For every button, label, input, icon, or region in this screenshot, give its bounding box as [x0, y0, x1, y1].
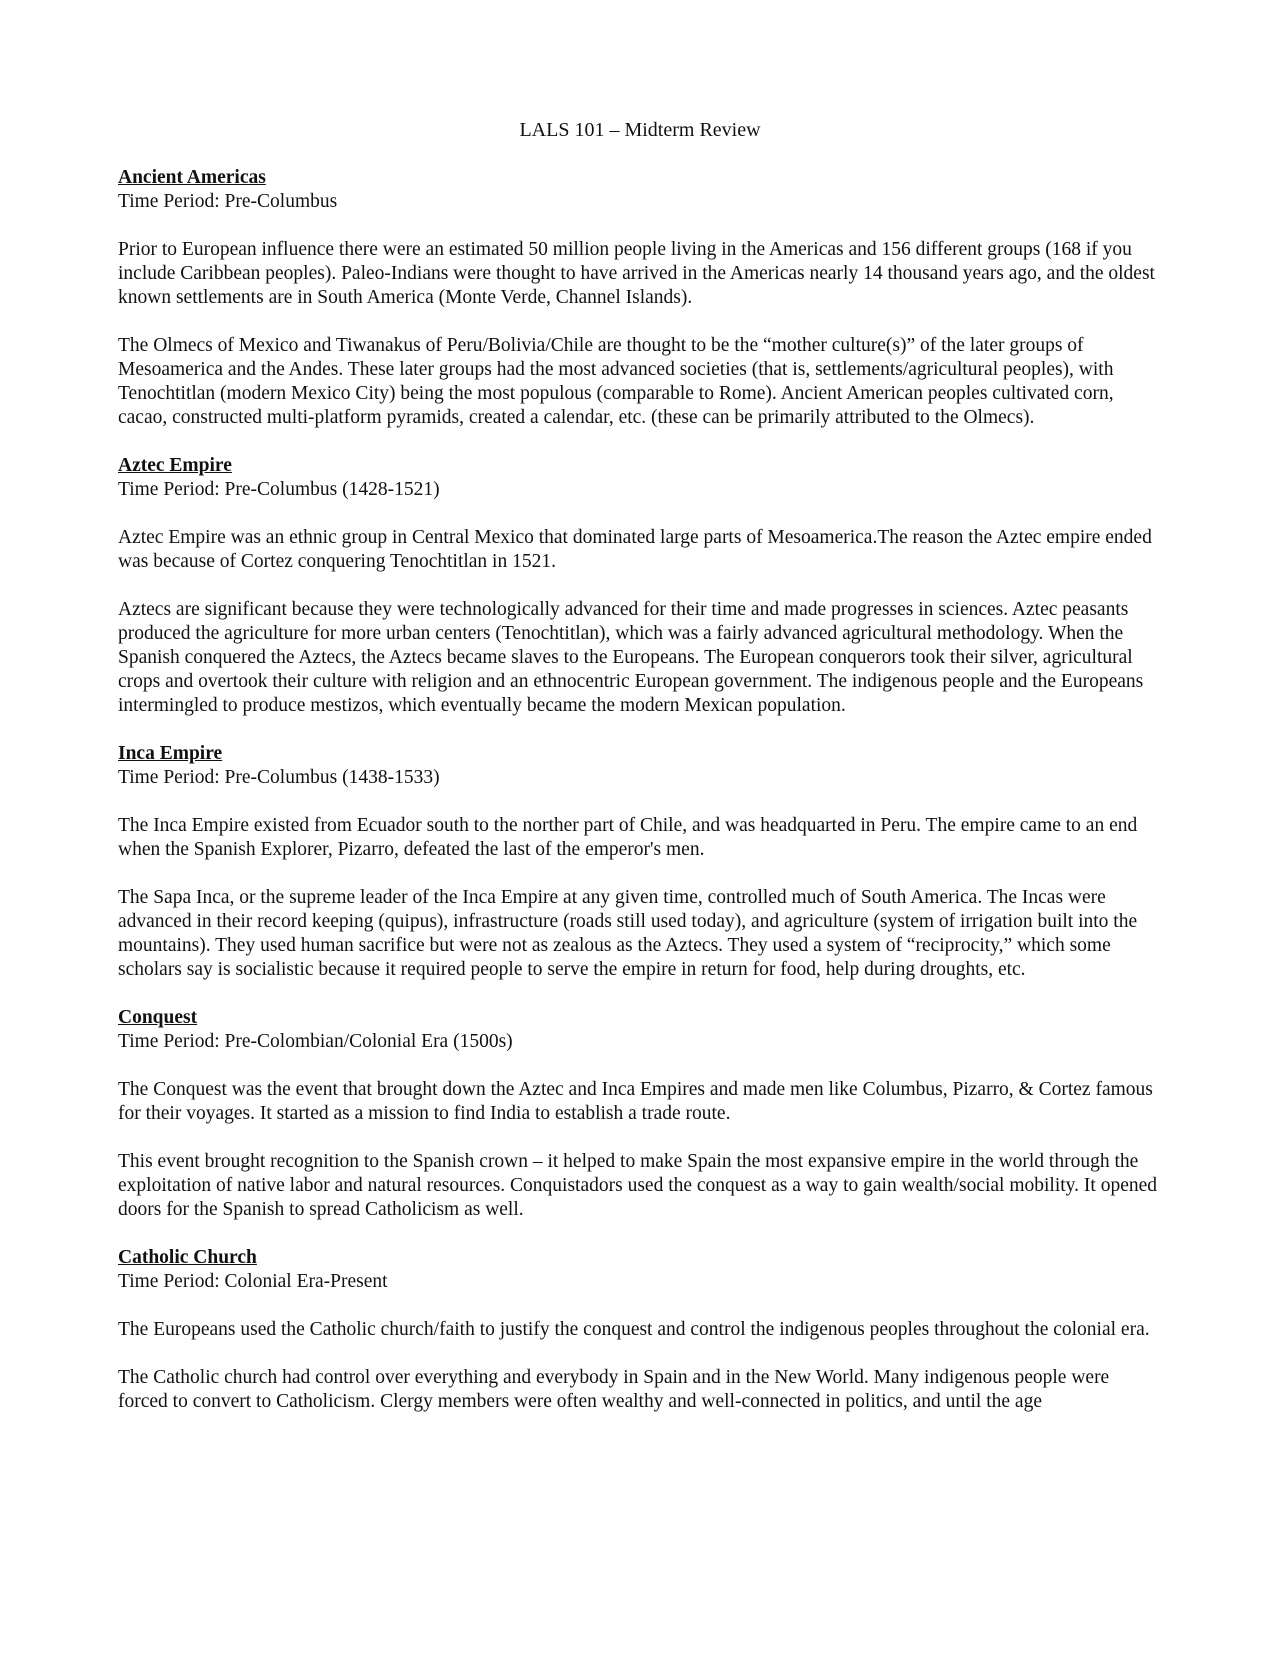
- paragraph: The Olmecs of Mexico and Tiwanakus of Peru/Bolivia/Chile are thought to be the “mother culture(s)” of the later groups of Mesoamerica and the Andes. These later groups had the most advanced societies (that is, settlements/agricultural peoples), with Tenochtitlan (modern Mexico City) being the most populous (comparable to Rome). Ancient American peoples cultivated corn, cacao, constructed multi-platform pyramids, created a calendar, etc. (these can be primarily attributed to the Olmecs).: [118, 335, 1114, 428]
- paragraph: The Inca Empire existed from Ecuador south to the norther part of Chile, and was headquarted in Peru. The empire came to an end when the Spanish Explorer, Pizarro, defeated the last of the emperor's men.: [118, 815, 1138, 860]
- time-period: Time Period: Pre-Columbus (1438-1533): [118, 767, 440, 788]
- section-catholic-church: [118, 1246, 1162, 1414]
- time-period: Time Period: Pre-Columbus (1428-1521): [118, 479, 440, 500]
- time-period: Time Period: Pre-Colombian/Colonial Era (1500s): [118, 1031, 513, 1052]
- paragraph: The Catholic church had control over everything and everybody in Spain and in the New World. Many indigenous people were forced to convert to Catholicism. Clergy members were often wealthy and well-connected in politics, and until the age: [118, 1367, 1110, 1412]
- section-ancient-americas: [118, 166, 1162, 430]
- document-title: LALS 101 – Midterm Review: [519, 119, 761, 141]
- time-period: Time Period: Colonial Era-Present: [118, 1271, 388, 1292]
- section-conquest: [118, 1006, 1162, 1222]
- section-heading: Ancient Americas: [118, 167, 266, 188]
- section-aztec-empire: [118, 454, 1162, 718]
- section-heading: Aztec Empire: [118, 455, 232, 476]
- section-heading: Inca Empire: [118, 743, 223, 764]
- document-page: [118, 0, 1162, 1656]
- paragraph: This event brought recognition to the Spanish crown – it helped to make Spain the most expansive empire in the world through the exploitation of native labor and natural resources. Conquistadors used the conquest as a way to gain wealth/social mobility. It opened doors for the Spanish to spread Catholicism as well.: [118, 1151, 1158, 1220]
- paragraph: The Conquest was the event that brought down the Aztec and Inca Empires and made men like Columbus, Pizarro, & Cortez famous for their voyages. It started as a mission to find India to establish a trade route.: [118, 1079, 1153, 1124]
- time-period: Time Period: Pre-Columbus: [118, 191, 338, 212]
- section-heading: Catholic Church: [118, 1247, 257, 1268]
- paragraph: Aztec Empire was an ethnic group in Central Mexico that dominated large parts of Mesoamerica.The reason the Aztec empire ended was because of Cortez conquering Tenochtitlan in 1521.: [118, 527, 1152, 572]
- paragraph: The Europeans used the Catholic church/faith to justify the conquest and control the indigenous peoples throughout the colonial era.: [118, 1319, 1150, 1340]
- paragraph: Aztecs are significant because they were technologically advanced for their time and made progresses in sciences. Aztec peasants produced the agriculture for more urban centers (Tenochtitlan), which was a fairly advanced agricultural methodology. When the Spanish conquered the Aztecs, the Aztecs became slaves to the Europeans. The European conquerors took their silver, agricultural crops and overtook their culture with religion and an ethnocentric European government. The indigenous people and the Europeans intermingled to produce mestizos, which eventually became the modern Mexican population.: [118, 599, 1144, 716]
- paragraph: The Sapa Inca, or the supreme leader of the Inca Empire at any given time, controlled much of South America. The Incas were advanced in their record keeping (quipus), infrastructure (roads still used today), and agriculture (system of irrigation built into the mountains). They used human sacrifice but were not as zealous as the Aztecs. They used a system of “reciprocity,” which some scholars say is socialistic because it required people to serve the empire in return for food, help during droughts, etc.: [118, 887, 1138, 980]
- section-heading: Conquest: [118, 1007, 198, 1028]
- section-inca-empire: [118, 742, 1162, 982]
- document-body: [118, 166, 1162, 1414]
- paragraph: Prior to European influence there were an estimated 50 million people living in the Americas and 156 different groups (168 if you include Caribbean peoples). Paleo-Indians were thought to have arrived in the Americas nearly 14 thousand years ago, and the oldest known settlements are in South America (Monte Verde, Channel Islands).: [118, 239, 1155, 308]
